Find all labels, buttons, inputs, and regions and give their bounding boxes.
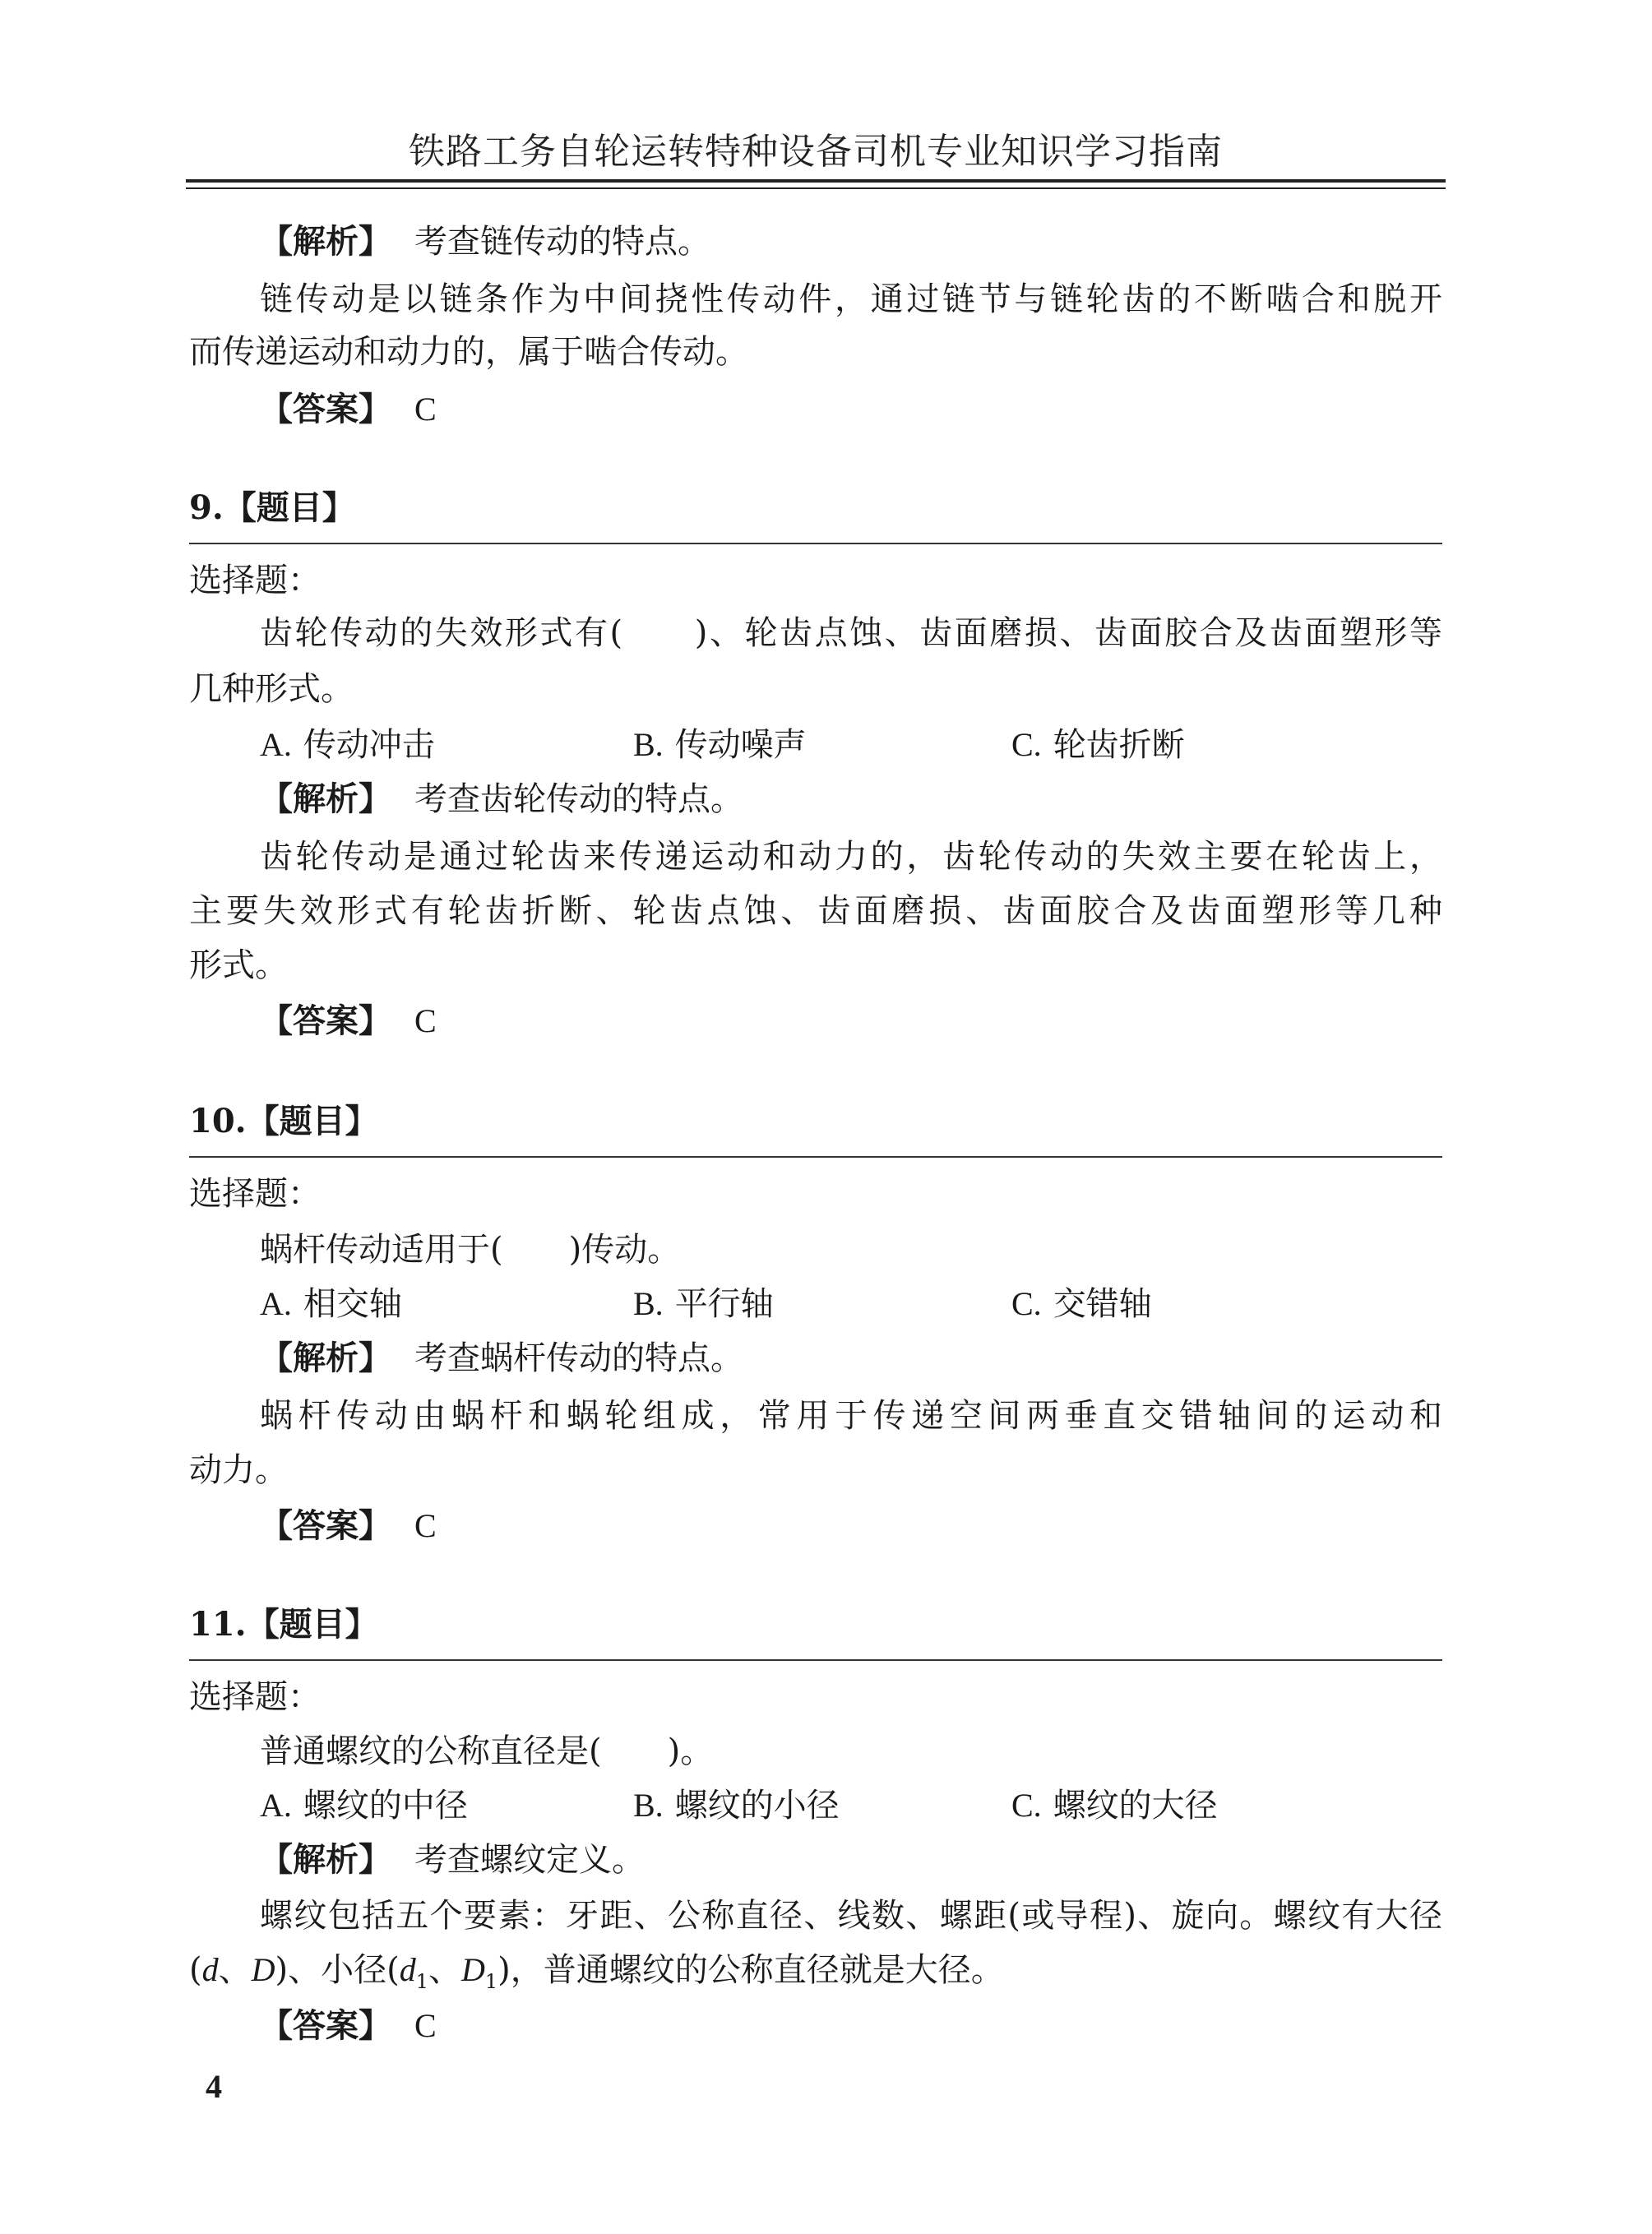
option-c: C. 螺纹的大径 (1011, 1787, 1218, 1825)
q9-explanation-line: 齿轮传动是通过轮齿来传递运动和动力的，齿轮传动的失效主要在轮齿上， (260, 838, 1442, 876)
option-a: A. 相交轴 (260, 1285, 402, 1323)
answer-label: 【答案】 (260, 1507, 391, 1545)
question-number: 10. (189, 1102, 247, 1140)
option-a: A. 传动冲击 (260, 726, 435, 764)
question-label: 【题目】 (223, 489, 355, 527)
q9-heading (189, 487, 355, 530)
running-header: 铁路工务自轮运转特种设备司机专业知识学习指南 (409, 131, 1223, 173)
option-c: C. 交错轴 (1011, 1285, 1152, 1323)
q10-answer (260, 1505, 437, 1547)
question-label: 【题目】 (246, 1103, 378, 1140)
analysis-label: 【解析】 (260, 780, 391, 818)
q8-answer (260, 388, 437, 431)
question-rule (189, 1156, 1442, 1158)
q9-explanation-line: 主要失效形式有轮齿折断、轮齿点蚀、齿面磨损、齿面胶合及齿面塑形等几种 (189, 892, 1442, 930)
option-b: B. 平行轴 (633, 1285, 774, 1323)
choice-label: 选择题： (189, 1678, 321, 1716)
q9-answer (260, 1000, 437, 1043)
q11-explanation-line: (d、D)、小径($d_1$、$D_1$)，普通螺纹的公称直径就是大径。 (189, 1951, 1004, 1993)
header-rule-thin (186, 187, 1446, 189)
analysis-label: 【解析】 (260, 1841, 391, 1879)
page (189, 0, 1442, 2234)
q11-analysis (260, 1839, 645, 1881)
analysis-label: 【解析】 (260, 223, 391, 261)
header-rule-thick (186, 179, 1446, 183)
page-number: 4 (206, 2068, 222, 2105)
option-c: C. 轮齿折断 (1011, 726, 1185, 764)
question-label: 【题目】 (246, 1606, 378, 1644)
q11-heading (189, 1603, 378, 1646)
choice-label: 选择题： (189, 562, 321, 599)
analysis-label: 【解析】 (260, 1339, 391, 1377)
analysis-text: 考查螺纹定义。 (414, 1841, 645, 1879)
analysis-text: 考查蜗杆传动的特点。 (414, 1339, 743, 1377)
answer-label: 【答案】 (260, 1002, 391, 1040)
q10-analysis (260, 1337, 743, 1380)
q10-explanation-line: 动力。 (189, 1451, 288, 1489)
answer-value: C (414, 1507, 437, 1544)
question-number: 11. (189, 1605, 247, 1644)
answer-value: C (414, 1002, 437, 1039)
q11-explanation-line: 螺纹包括五个要素：牙距、公称直径、线数、螺距(或导程)、旋向。螺纹有大径 (260, 1897, 1442, 1935)
q9-stem-line: 齿轮传动的失效形式有( )、轮齿点蚀、齿面磨损、齿面胶合及齿面塑形等 (260, 614, 1442, 652)
q10-explanation-line: 蜗杆传动由蜗杆和蜗轮组成，常用于传递空间两垂直交错轴间的运动和 (260, 1397, 1442, 1435)
q11-stem-line: 普通螺纹的公称直径是( )。 (260, 1732, 714, 1770)
q8-explanation-line: 而传递运动和动力的，属于啮合传动。 (189, 333, 748, 371)
option-a: A. 螺纹的中径 (260, 1787, 468, 1825)
q11-answer (260, 2005, 437, 2047)
question-rule (189, 543, 1442, 544)
q8-analysis (260, 220, 710, 263)
q8-explanation-line: 链传动是以链条作为中间挠性传动件，通过链节与链轮齿的不断啮合和脱开 (260, 280, 1442, 318)
answer-value: C (414, 2007, 437, 2044)
q9-analysis (260, 778, 743, 821)
q10-stem-line: 蜗杆传动适用于( )传动。 (260, 1231, 681, 1269)
choice-label: 选择题： (189, 1175, 321, 1213)
q9-stem-line: 几种形式。 (189, 670, 354, 708)
option-b: B. 传动噪声 (633, 726, 807, 764)
answer-label: 【答案】 (260, 2007, 391, 2045)
question-number: 9. (189, 488, 224, 527)
answer-value: C (414, 391, 437, 428)
q10-heading (189, 1100, 378, 1143)
question-rule (189, 1659, 1442, 1661)
q9-explanation-line: 形式。 (189, 946, 288, 984)
analysis-text: 考查齿轮传动的特点。 (414, 780, 743, 818)
answer-label: 【答案】 (260, 391, 391, 428)
analysis-text: 考查链传动的特点。 (414, 223, 710, 261)
option-b: B. 螺纹的小径 (633, 1787, 840, 1825)
